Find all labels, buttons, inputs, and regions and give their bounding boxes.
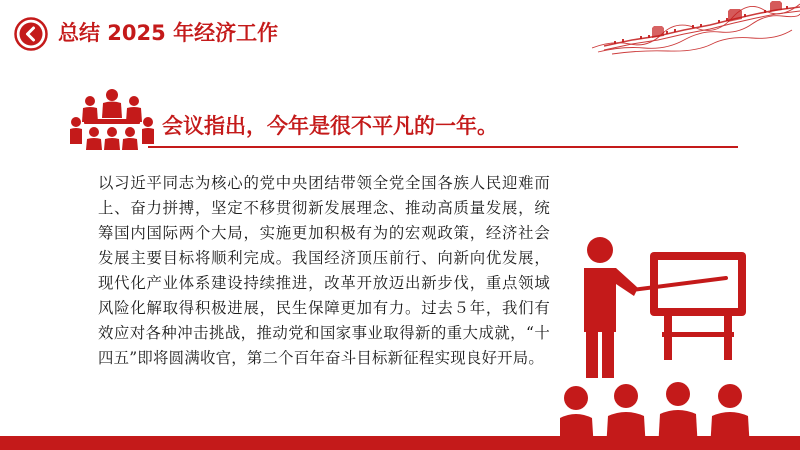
- back-button[interactable]: [14, 17, 48, 51]
- page-title: 总结 2025 年经济工作: [58, 21, 279, 45]
- body-paragraph: 以习近平同志为核心的党中央团结带领全党全国各族人民迎难而上、奋力拼搏，坚定不移贯彻新发展理念、推动高质量发展，统筹国内国际两个大局，实施更加积极有为的宏观政策，经济社会发展主要目标将顺利完成。我国经济顶压前行、向新向优发展，现代化产业体系建设持续推进，改革开放迈出新步伐，重点领域风险化解取得积极进展，民生保障更加有力。过去５年，我们有效应对各种冲击挑战，推动党和国家事业取得新的重大成就，“十四五”即将圆满收官，第二个百年奋斗目标新征程实现良好开局。: [98, 174, 550, 367]
- heading-underline: [148, 146, 738, 148]
- section-heading: 会议指出，今年是很不平凡的一年。: [162, 114, 498, 138]
- great-wall-illustration: [592, 0, 800, 56]
- bottom-band: [0, 436, 800, 450]
- meeting-people-icon: [70, 88, 154, 150]
- presenter-audience-icon: [560, 236, 756, 450]
